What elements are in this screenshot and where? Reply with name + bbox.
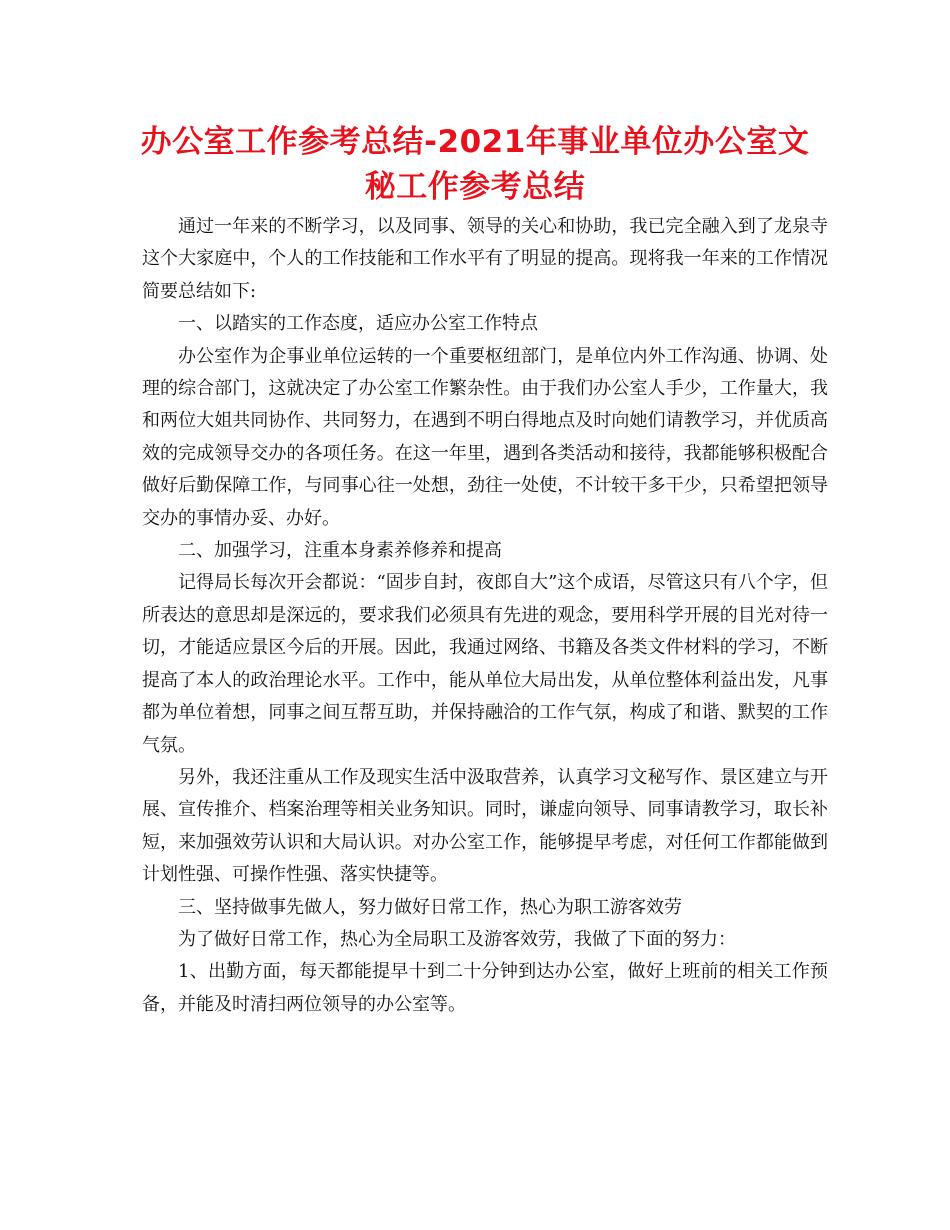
body-paragraph: 另外，我还注重从工作及现实生活中汲取营养，认真学习文秘写作、景区建立与开展、宣传推介、档案治理等相关业务知识。同时，谦虚向领导、同事请教学习，取长补短，来加强效劳认识和大局认识。对办公室工作，能够提早考虑，对任何工作都能做到计划性强、可操作性强、落实快捷等。 [142, 766, 828, 886]
body-paragraph: 为了做好日常工作，热心为全局职工及游客效劳，我做了下面的努力： [178, 928, 736, 950]
document-title: 办公室工作参考总结-2021年事业单位办公室文秘工作参考总结 [140, 124, 810, 205]
body-paragraph: 办公室作为企事业单位运转的一个重要枢纽部门，是单位内外工作沟通、协调、处理的综合部门，这就决定了办公室工作繁杂性。由于我们办公室人手少，工作量大，我和两位大姐共同协作、共同努力，在遇到不明白得地点及时向她们请教学习，并优质高效的完成领导交办的各项任务。在这一年里，遇到各类活动和接待，我都能够积极配合做好后勤保障工作，与同事心往一处想，劲往一处使，不计较干多干少，只希望把领导交办的事情办妥、办好。 [142, 345, 828, 529]
section-heading-1: 一、以踏实的工作态度，适应办公室工作特点 [178, 313, 538, 335]
body-paragraph: 记得局长每次开会都说：“固步自封，夜郎自大”这个成语，尽管这只有八个字，但所表达的意思却是深远的，要求我们必须具有先进的观念，要用科学开展的目光对待一切，才能适应景区今后的开展。因此，我通过网络、书籍及各类文件材料的学习，不断提高了本人的政治理论水平。工作中，能从单位大局出发，从单位整体利益出发，凡事都为单位着想，同事之间互帮互助，并保持融洽的工作气氛，构成了和谐、默契的工作气氛。 [142, 572, 828, 756]
section-heading-3: 三、坚持做事先做人，努力做好日常工作，热心为职工游客效劳 [178, 896, 682, 918]
list-item-paragraph: 1、出勤方面，每天都能提早十到二十分钟到达办公室，做好上班前的相关工作预备，并能及时清扫两位领导的办公室等。 [142, 961, 828, 1015]
document-body [142, 211, 828, 1021]
section-heading-2: 二、加强学习，注重本身素养修养和提高 [178, 540, 502, 562]
intro-paragraph: 通过一年来的不断学习，以及同事、领导的关心和协助，我已完全融入到了龙泉寺这个大家庭中，个人的工作技能和工作水平有了明显的提高。现将我一年来的工作情况简要总结如下: [142, 216, 828, 302]
